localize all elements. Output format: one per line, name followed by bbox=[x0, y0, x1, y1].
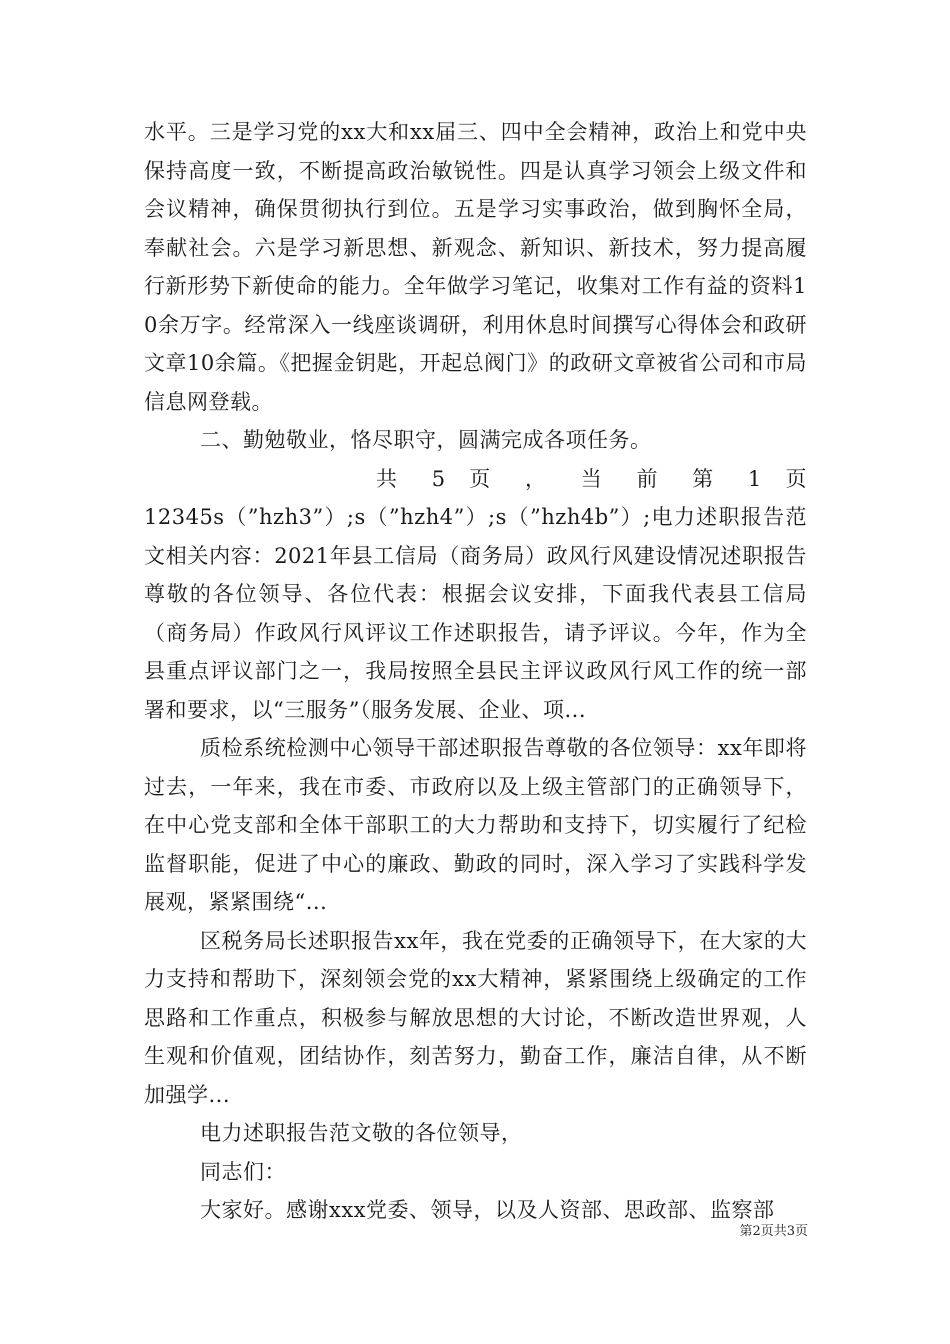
page-footer: 第2页共3页 bbox=[739, 1224, 808, 1239]
paragraph-tax-bureau: 区税务局长述职报告xx年，我在党委的正确领导下，在大家的大力支持和帮助下，深刻领会党的xx大精神，紧紧围绕上级确定的工作思路和工作重点，积极参与解放思想的大讨论，不断改造世界观，人生观和价值观，团结协作，刻苦努力，勤奋工作，廉洁自律，从不断加强学... bbox=[144, 928, 807, 1107]
section-heading-two: 二、勤勉敬业，恪尽职守，圆满完成各项任务。 bbox=[200, 428, 652, 452]
paragraph-study-summary: 水平。三是学习党的xx大和xx届三、四中全会精神，政治上和党中央保持高度一致，不断提高政治敏锐性。四是认真学习领会上级文件和会议精神，确保贯彻执行到位。五是学习实事政治，做到胸怀全局，奉献社会。六是学习新思想、新观念、新知识、新技术，努力提高履行新形势下新使命的能力。全年做学习笔记，收集对工作有益的资料10余万字。经常深入一线座谈调研，利用休息时间撰写心得体会和政研文章10余篇。《把握金钥匙，开起总阀门》的政研文章被省公司和市局信息网登载。 bbox=[144, 120, 807, 414]
paragraph-greeting: 大家好。感谢xxx党委、领导，以及人资部、思政部、监察部 bbox=[200, 1198, 775, 1222]
paragraph-salutation: 电力述职报告范文敬的各位领导， bbox=[200, 1121, 523, 1145]
paragraph-related-content: 12345s（”hzh3”）;s（”hzh4”）;s（”hzh4b”）;电力述职报告范文相关内容：2021年县工信局（商务局）政风行风建设情况述职报告尊敬的各位领导、各位代表：根据会议安排，下面我代表县工信局（商务局）作政风行风评议工作述职报告，请予评议。今年，作为全县重点评议部门之一，我局按照全县民主评议政风行风工作的统一部署和要求，以“三服务”（服务发展、企业、项... bbox=[144, 505, 807, 722]
paragraph-qc-center: 质检系统检测中心领导干部述职报告尊敬的各位领导：xx年即将过去，一年来，我在市委、市政府以及上级主管部门的正确领导下，在中心党支部和全体干部职工的大力帮助和支持下，切实履行了纪检监督职能，促进了中心的廉政、勤政的同时，深入学习了实践科学发展观，紧紧围绕“... bbox=[144, 736, 807, 914]
page-count-line: 共 5 页 ， 当 前 第 1 页 bbox=[376, 466, 807, 491]
paragraph-comrades: 同志们： bbox=[200, 1159, 286, 1184]
document-body bbox=[144, 113, 807, 1230]
